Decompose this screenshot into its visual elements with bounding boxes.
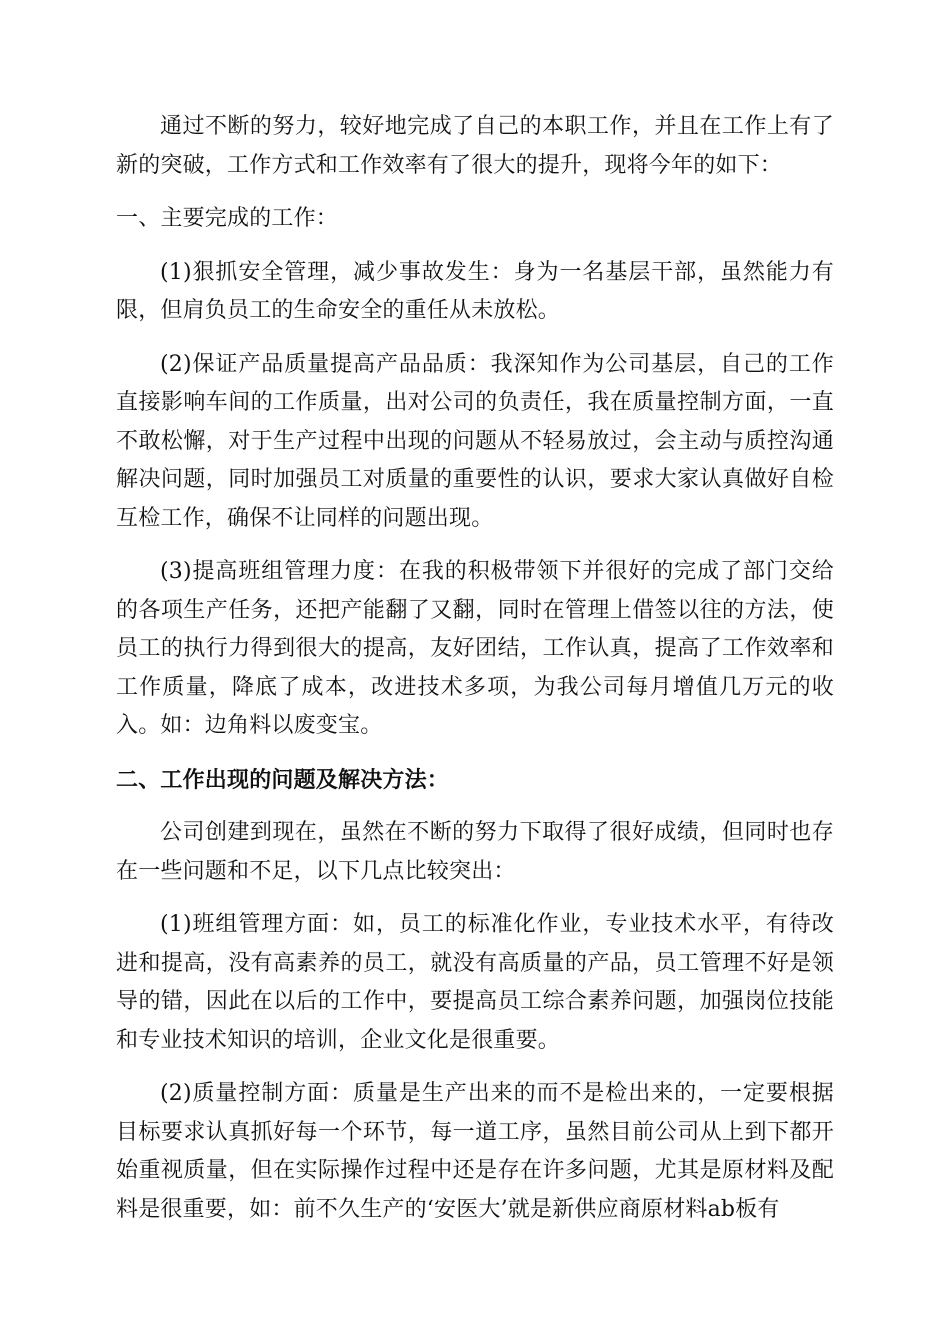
item-team-management: (3)提高班组管理力度：在我的积极带领下并很好的完成了部门交给的各项生产任务，还把产能翻了又翻，同时在管理上借签以往的方法，使员工的执行力得到很大的提高，友好团结，工作认真，提高了工作效率和工作质量，降底了成本，改进技术多项，为我公司每月增值几万元的收入。如：边角料以废变宝。: [116, 559, 834, 738]
item-team-management-issues: (1)班组管理方面：如，员工的标准化作业，专业技术水平，有待改进和提高，没有高素养的员工，就没有高质量的产品，员工管理不好是领导的错，因此在以后的工作中，要提高员工综合素养问题，加强岗位技能和专业技术知识的培训，企业文化是很重要。: [116, 912, 834, 1053]
intro-paragraph: 通过不断的努力，较好地完成了自己的本职工作，并且在工作上有了新的突破，工作方式和工作效率有了很大的提升，现将今年的如下：: [116, 114, 834, 178]
item-quality-control-issues: (2)质量控制方面：质量是生产出来的而不是检出来的，一定要根据目标要求认真抓好每一个环节，每一道工序，虽然目前公司从上到下都开始重视质量，但在实际操作过程中还是存在许多问题，尤其是原材料及配料是很重要，如：前不久生产的‘安医大’就是新供应商原材料ab板有: [116, 1081, 834, 1222]
document-page: [116, 108, 834, 1229]
section-heading-main-work: 一、主要完成的工作：: [116, 206, 339, 231]
item-safety-management: (1)狠抓安全管理，减少事故发生：身为一名基层干部，虽然能力有限，但肩负员工的生命安全的重任从未放松。: [116, 259, 834, 323]
problems-intro-paragraph: 公司创建到现在，虽然在不断的努力下取得了很好成绩，但同时也存在一些问题和不足，以下几点比较突出：: [116, 820, 834, 884]
item-product-quality: (2)保证产品质量提高产品品质：我深知作为公司基层，自己的工作直接影响车间的工作质量，出对公司的负责任，我在质量控制方面，一直不敢松懈，对于生产过程中出现的问题从不轻易放过，会主动与质控沟通解决问题，同时加强员工对质量的重要性的认识，要求大家认真做好自检互检工作，确保不让同样的问题出现。: [116, 351, 834, 531]
section-heading-problems: 二、工作出现的问题及解决方法：: [116, 766, 450, 793]
